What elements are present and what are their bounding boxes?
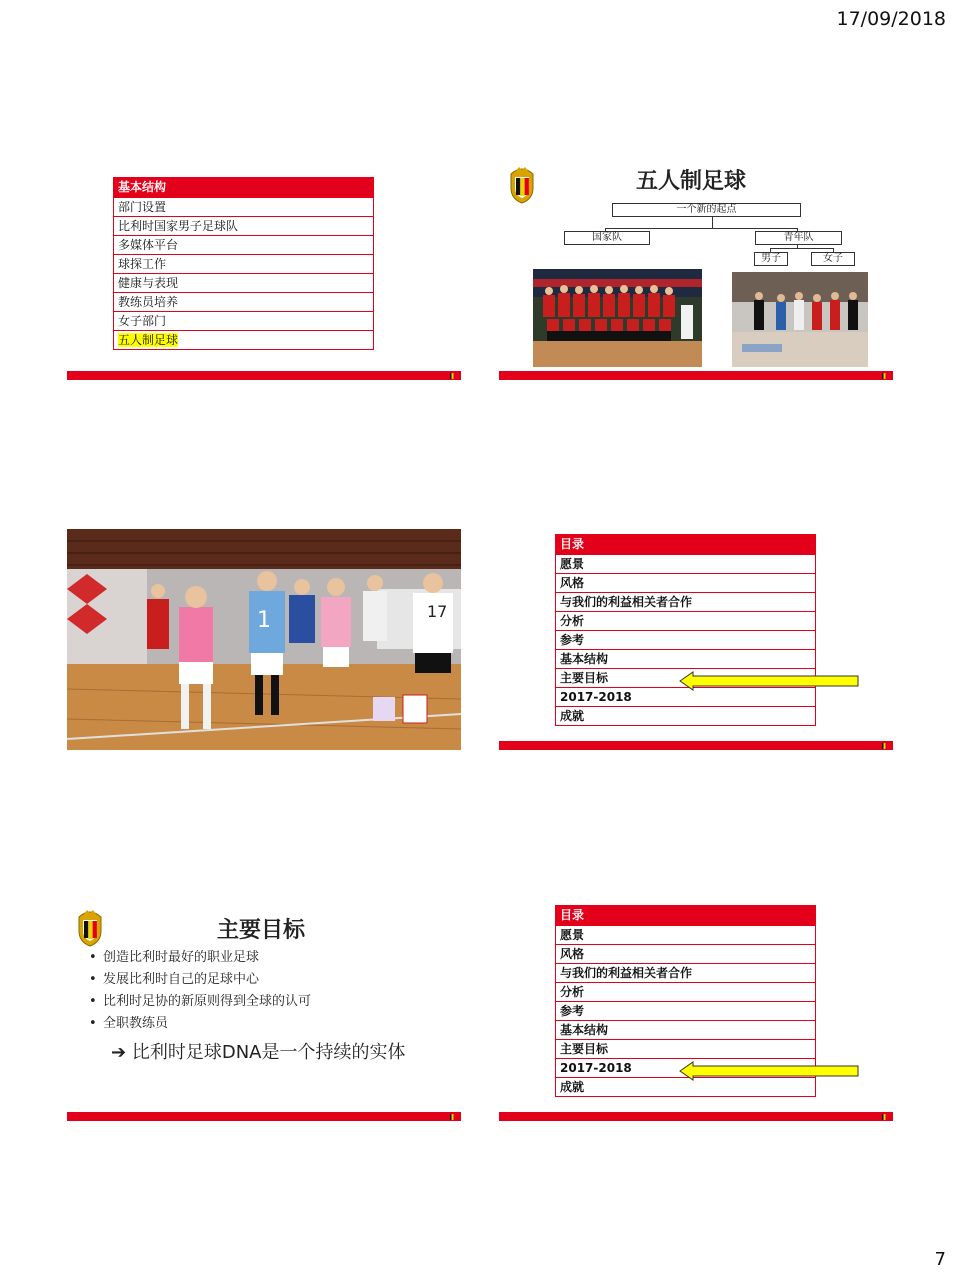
toc-row-highlighted: 五人制足球 <box>114 330 373 349</box>
bullet-item: • 比利时足协的新原则得到全球的认可 <box>89 994 312 1009</box>
toc-row: 健康与表现 <box>114 273 373 292</box>
diagram-node-youth-team: 青年队 <box>755 231 842 245</box>
diagram-connector <box>712 216 713 228</box>
toc-row: 分析 <box>556 611 815 630</box>
toc-row: 女子部门 <box>114 311 373 330</box>
national-team-photo <box>533 269 702 367</box>
diagram-connector <box>770 248 833 249</box>
conclusion-line <box>111 1038 405 1064</box>
toc-row: 成就 <box>556 706 815 725</box>
toc-row: 愿景 <box>556 925 815 944</box>
toc-row: 比利时国家男子足球队 <box>114 216 373 235</box>
toc-row: 主要目标 <box>556 668 815 687</box>
slide-footer-bar <box>499 1112 893 1121</box>
toc-row: 多媒体平台 <box>114 235 373 254</box>
toc-header: 目录 <box>556 906 815 925</box>
slide-footer-bar <box>67 1112 461 1121</box>
toc-row: 部门设置 <box>114 197 373 216</box>
yellow-pointer-arrow-icon <box>679 1061 861 1081</box>
diagram-root-node: 一个新的起点 <box>612 203 801 217</box>
slide-title: 主要目标 <box>217 918 306 943</box>
toc-table <box>555 534 816 726</box>
diagram-connector <box>605 228 797 229</box>
slide-1 <box>67 154 461 380</box>
slide-footer-bar <box>499 371 893 380</box>
svg-text:17: 17 <box>427 602 448 621</box>
slide-title: 五人制足球 <box>636 169 747 194</box>
toc-row: 基本结构 <box>556 1020 815 1039</box>
toc-row: 风格 <box>556 573 815 592</box>
slide-4 <box>499 524 893 750</box>
slide-3 <box>67 529 461 750</box>
toc-row: 风格 <box>556 944 815 963</box>
yellow-pointer-arrow-icon <box>679 671 861 691</box>
futsal-match-photo <box>67 529 461 750</box>
belgium-flag-icon <box>882 1114 887 1120</box>
toc-row: 球探工作 <box>114 254 373 273</box>
slide-6 <box>499 895 893 1121</box>
slide-5 <box>67 895 461 1121</box>
toc-row: 参考 <box>556 630 815 649</box>
toc-header: 目录 <box>556 535 815 554</box>
page-number: 7 <box>934 1249 946 1270</box>
toc-table <box>113 177 374 350</box>
belgium-flag-icon <box>882 743 887 749</box>
belgium-flag-icon <box>450 373 455 379</box>
bullet-item: • 全职教练员 <box>89 1016 169 1031</box>
toc-row: 愿景 <box>556 554 815 573</box>
toc-header: 基本结构 <box>114 178 373 197</box>
belgium-flag-icon <box>450 1114 455 1120</box>
slide-2 <box>499 154 893 380</box>
print-date: 17/09/2018 <box>836 8 946 30</box>
toc-row: 参考 <box>556 1001 815 1020</box>
rbfa-crest-icon <box>75 909 105 947</box>
rbfa-crest-icon <box>507 166 537 204</box>
svg-text:1: 1 <box>257 608 271 633</box>
diagram-node-national-team: 国家队 <box>564 231 650 245</box>
bullet-item: • 发展比利时自己的足球中心 <box>89 972 260 987</box>
toc-row: 2017-2018 <box>556 1058 815 1077</box>
toc-row: 与我们的利益相关者合作 <box>556 592 815 611</box>
slide-footer-bar <box>499 741 893 750</box>
diagram-node-women: 女子 <box>811 252 855 266</box>
diagram-node-men: 男子 <box>754 252 788 266</box>
toc-row: 主要目标 <box>556 1039 815 1058</box>
right-arrow-icon: ➔ <box>111 1042 127 1063</box>
toc-row: 基本结构 <box>556 649 815 668</box>
toc-row: 2017-2018 <box>556 687 815 706</box>
bullet-item: • 创造比利时最好的职业足球 <box>89 950 260 965</box>
toc-row: 分析 <box>556 982 815 1001</box>
youth-team-photo <box>732 272 868 367</box>
slide-footer-bar <box>67 371 461 380</box>
belgium-flag-icon <box>882 373 887 379</box>
toc-row: 与我们的利益相关者合作 <box>556 963 815 982</box>
toc-row: 成就 <box>556 1077 815 1096</box>
toc-row: 教练员培养 <box>114 292 373 311</box>
bullet-list <box>89 947 311 1035</box>
conclusion-text: 比利时足球DNA是一个持续的实体 <box>131 1042 406 1063</box>
